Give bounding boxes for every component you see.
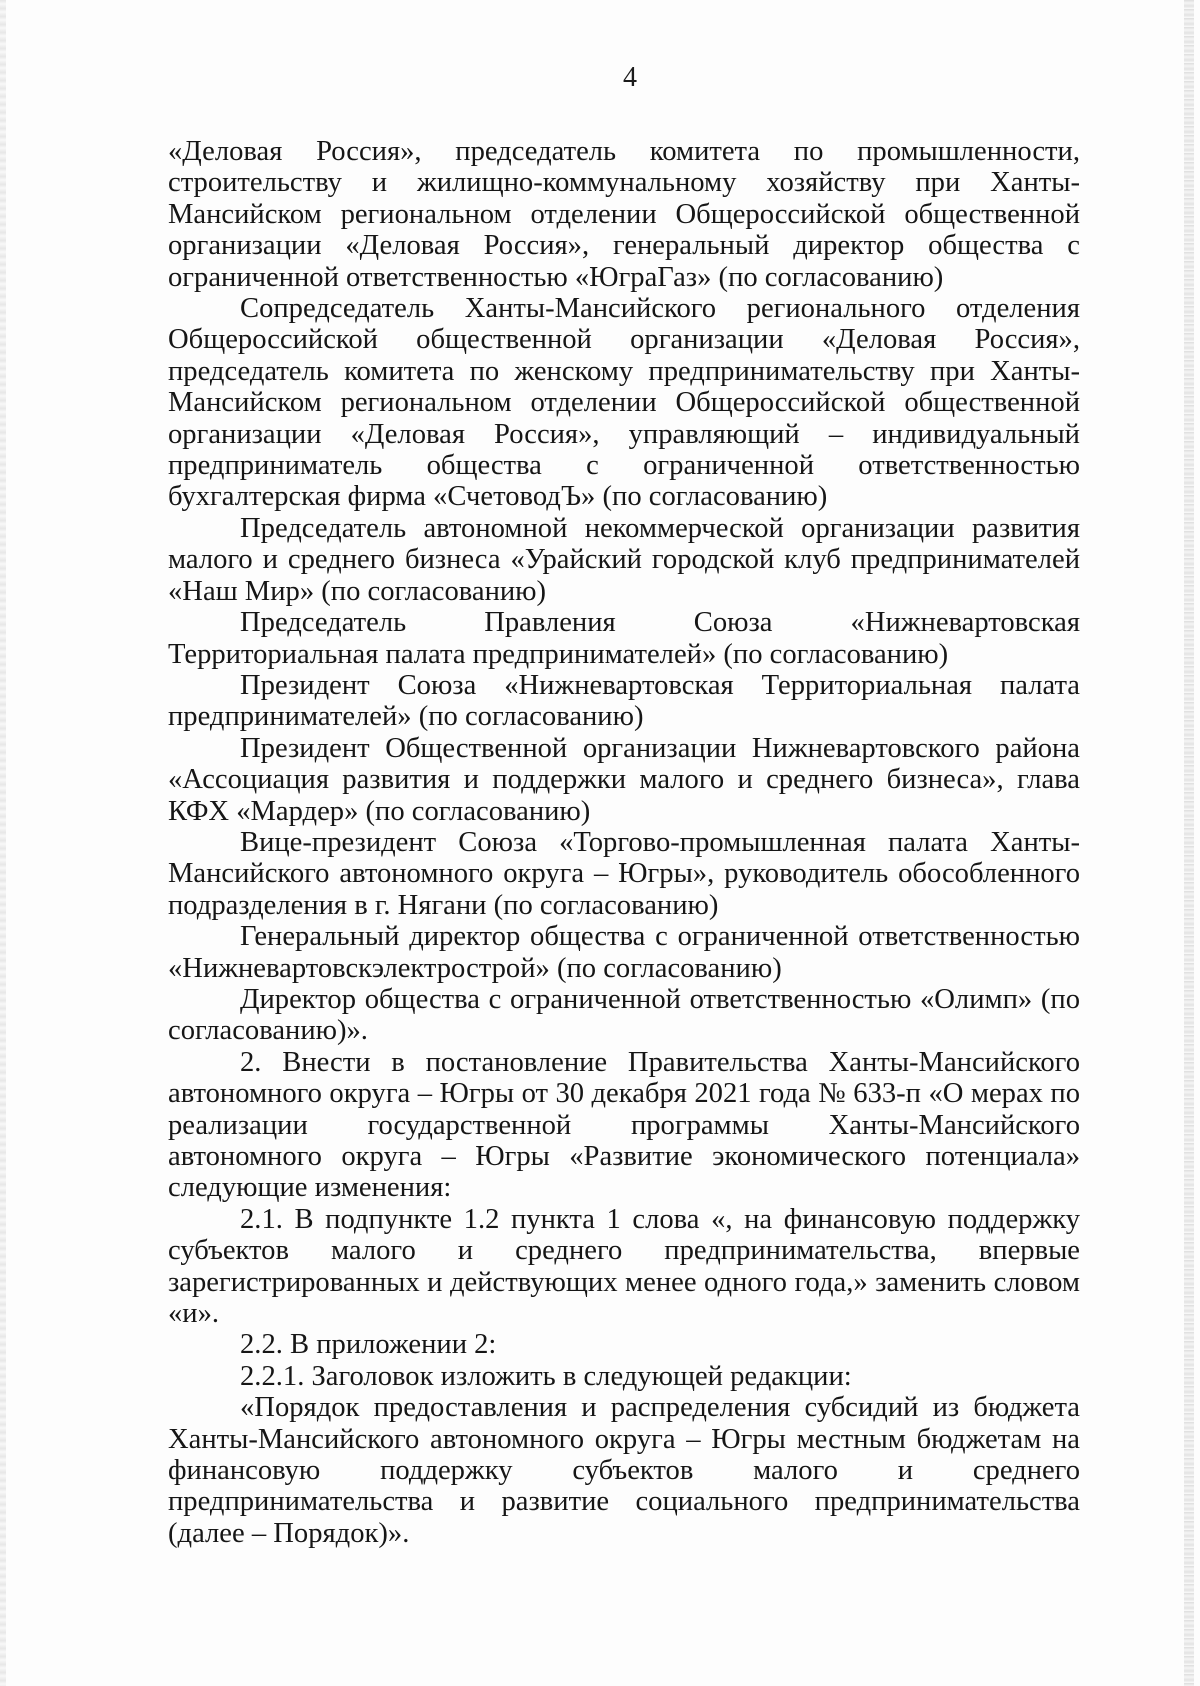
paragraph-10: 2. Внести в постановление Правительства Ханты-Мансийского автономного округа – Югры от 30 декабря 2021 года № 633-п «О мерах по реализации государственной программы Ханты-Мансийского автономного округа – Югры «Развитие экономического потенциала» следующие изменения: [168, 1046, 1080, 1204]
paragraph-9: Директор общества с ограниченной ответственностью «Олимп» (по согласованию)». [168, 983, 1080, 1047]
paragraph-2: Сопредседатель Ханты-Мансийского регионального отделения Общероссийской общественной организации «Деловая Россия», председатель комитета по женскому предпринимательству при Ханты-Мансийском региональном отделении Общероссийской общественной организации «Деловая Россия», управляющий – индивидуальный предприниматель общества с ограниченной ответственностью бухгалтерская фирма «СчетоводЪ» (по согласованию) [168, 293, 1080, 513]
document-body [168, 136, 1080, 1549]
paragraph-7: Вице-президент Союза «Торгово-промышленная палата Ханты-Мансийского автономного округа – Югры», руководитель обособленного подразделения в г. Нягани (по согласованию) [168, 826, 1080, 921]
paragraph-11: 2.1. В подпункте 1.2 пункта 1 слова «, на финансовую поддержку субъектов малого и среднего предпринимательства, впервые зарегистрированных и действующих менее одного года,» заменить словом «и». [168, 1203, 1080, 1330]
scan-edge-right [1184, 0, 1194, 1686]
paragraph-14: «Порядок предоставления и распределения субсидий из бюджета Ханты-Мансийского автономного округа – Югры местным бюджетам на финансовую поддержку субъектов малого и среднего предпринимательства и развитие социального предпринимательства (далее – Порядок)». [168, 1392, 1080, 1549]
paragraph-5: Президент Союза «Нижневартовская Территориальная палата предпринимателей» (по согласованию) [168, 669, 1080, 733]
paragraph-4: Председатель Правления Союза «Нижневартовская Территориальная палата предпринимателей» (по согласованию) [168, 607, 1080, 670]
paragraph-13: 2.2.1. Заголовок изложить в следующей редакции: [240, 1360, 852, 1392]
page-number: 4 [623, 62, 637, 93]
paragraph-3: Председатель автономной некоммерческой организации развития малого и среднего бизнеса «Урайский городской клуб предпринимателей «Наш Мир» (по согласованию) [168, 512, 1080, 607]
paragraph-1: «Деловая Россия», председатель комитета по промышленности, строительству и жилищно-коммунальному хозяйству при Ханты-Мансийском региональном отделении Общероссийской общественной организации «Деловая Россия», генеральный директор общества с ограниченной ответственностью «ЮграГаз» (по согласованию) [168, 136, 1080, 293]
paragraph-6: Президент Общественной организации Нижневартовского района «Ассоциация развития и поддержки малого и среднего бизнеса», глава КФХ «Мардер» (по согласованию) [168, 732, 1080, 827]
paragraph-12: 2.2. В приложении 2: [240, 1329, 497, 1361]
scan-edge-left [0, 0, 6, 1686]
paragraph-8: Генеральный директор общества с ограниченной ответственностью «Нижневартовскэлектрострой» (по согласованию) [168, 921, 1080, 984]
